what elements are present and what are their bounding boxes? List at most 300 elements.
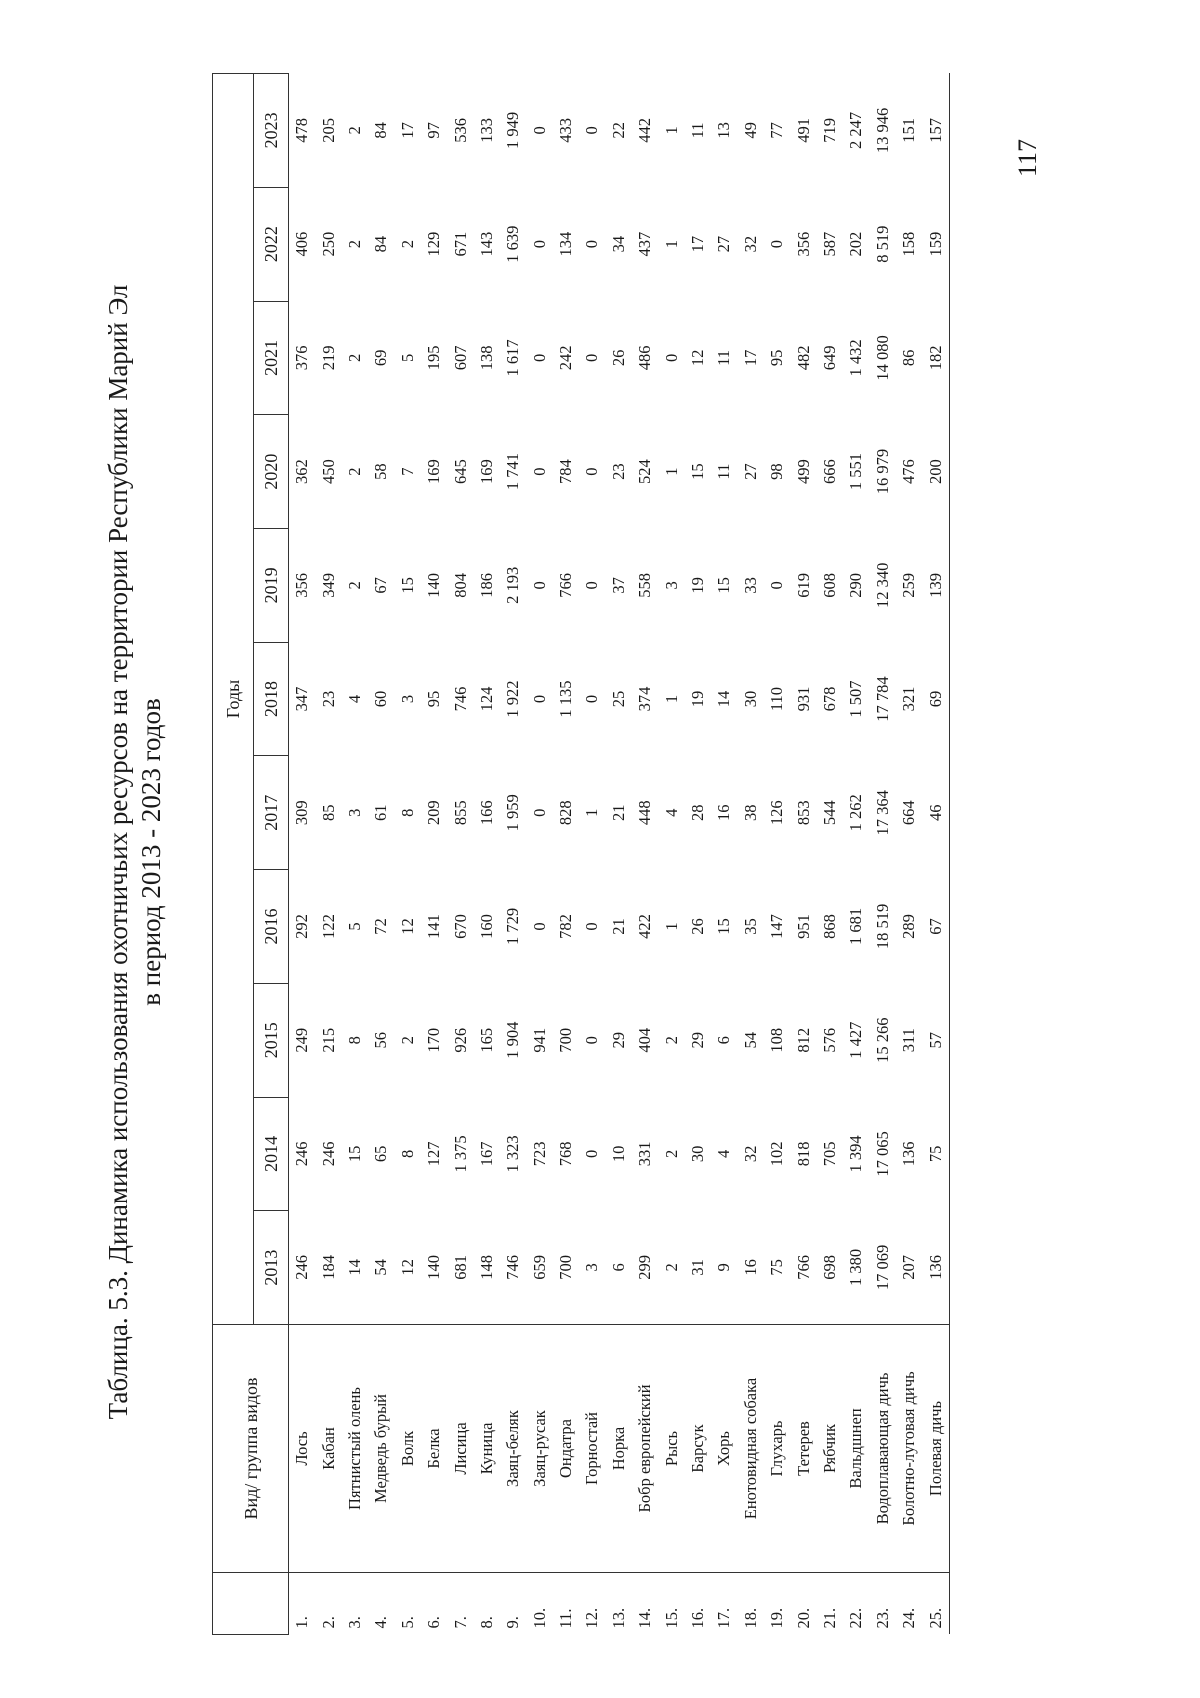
table-cell: 1 427	[846, 1021, 866, 1059]
table-cell: 249	[292, 1027, 312, 1053]
table-cell: 698	[820, 1255, 839, 1280]
table-cell: 17	[740, 349, 760, 367]
table-cell: 136	[922, 1211, 949, 1325]
table-row	[764, 74, 790, 1635]
table-cell: 250	[318, 231, 338, 257]
table-cell: 19	[688, 690, 708, 708]
table-row	[685, 74, 711, 1635]
table-cell: 157	[922, 74, 949, 188]
year-header: 2022	[254, 187, 289, 301]
table-cell: 13	[714, 122, 734, 139]
table-cell: 666	[820, 459, 839, 484]
table-row	[738, 74, 764, 1635]
row-number: 25.	[922, 1573, 949, 1635]
table-cell: 818	[793, 1141, 813, 1167]
table-cell: 1 681	[846, 907, 866, 946]
table-cell: 67	[371, 577, 391, 594]
table-cell: 21	[608, 804, 628, 822]
table-cell: 587	[820, 231, 839, 257]
table-cell: 491	[793, 118, 813, 143]
table-cell: 75	[922, 1097, 949, 1211]
table-cell: 2	[344, 581, 364, 590]
table-cell: 140	[424, 572, 444, 598]
table-cell: 15 266	[872, 1017, 892, 1063]
table-cell: 347	[292, 686, 312, 712]
table-cell: 9	[714, 1263, 734, 1272]
table-cell: 951	[793, 914, 813, 939]
table-cell: 5	[344, 922, 364, 931]
table-cell: 1 323	[503, 1135, 523, 1173]
table-cell: 931	[793, 686, 813, 712]
table-cell: 14	[344, 1259, 364, 1276]
table-cell: 110	[767, 686, 787, 712]
table-cell: 182	[922, 301, 949, 415]
table-cell: 69	[922, 642, 949, 756]
table-cell: 148	[476, 1255, 496, 1280]
table-cell: 671	[450, 231, 470, 257]
table-cell: 33	[740, 577, 760, 594]
table-row	[817, 74, 843, 1635]
table-cell: 6	[714, 1036, 734, 1045]
table-cell: 138	[476, 345, 496, 371]
table-row	[870, 74, 896, 1635]
table-cell: 1 639	[503, 225, 523, 263]
species-name: Норка	[606, 1325, 632, 1573]
table-cell: 356	[292, 572, 312, 598]
table-cell: 448	[635, 800, 655, 826]
table-cell: 289	[899, 914, 919, 939]
table-cell: 450	[318, 459, 338, 484]
table-header	[213, 74, 289, 1635]
table-cell: 126	[767, 800, 787, 826]
table-cell: 72	[371, 918, 391, 935]
table-cell: 23	[318, 690, 338, 708]
table-cell: 17 784	[872, 676, 892, 722]
table-cell: 170	[424, 1027, 444, 1053]
table-cell: 1 432	[846, 339, 866, 377]
table-cell: 10	[608, 1145, 628, 1163]
table-row	[658, 74, 684, 1635]
table-cell: 160	[476, 914, 496, 939]
year-header: 2018	[254, 642, 289, 756]
table-cell: 782	[556, 914, 576, 939]
table-cell: 4	[661, 808, 681, 817]
species-name: Лисица	[447, 1325, 473, 1573]
species-name: Горностай	[579, 1325, 605, 1573]
row-number: 7.	[447, 1573, 473, 1635]
year-header: 2017	[254, 756, 289, 870]
table-cell: 209	[424, 800, 444, 826]
table-row	[790, 74, 816, 1635]
row-number: 17.	[711, 1573, 737, 1635]
row-number: 1.	[289, 1573, 316, 1635]
table-cell: 433	[556, 118, 576, 143]
table-row	[922, 74, 949, 1635]
caption-line-1: Таблица. 5.3. Динамика использования охотничьих ресурсов на территории Республики Марий Эл	[103, 284, 133, 1420]
table-cell: 723	[529, 1141, 549, 1167]
species-name: Заяц-русак	[527, 1325, 553, 1573]
table-cell: 422	[635, 914, 655, 939]
row-number: 9.	[500, 1573, 526, 1635]
table-cell: 151	[899, 118, 919, 143]
table-cell: 124	[476, 686, 496, 712]
table-cell: 29	[688, 1031, 708, 1049]
table-cell: 828	[556, 800, 576, 826]
table-cell: 37	[608, 577, 628, 594]
table-cell: 0	[529, 922, 549, 931]
table-cell: 0	[582, 240, 602, 249]
table-cell: 356	[793, 231, 813, 257]
species-name: Волк	[395, 1325, 421, 1573]
table-cell: 1 551	[846, 453, 866, 491]
species-name: Полевая дичь	[922, 1325, 949, 1573]
table-cell: 11	[688, 122, 708, 139]
table-cell: 8	[344, 1036, 364, 1045]
table-cell: 16	[740, 1259, 760, 1276]
table-cell: 0	[582, 581, 602, 590]
table-cell: 482	[793, 345, 813, 371]
table-cell: 31	[688, 1259, 708, 1276]
row-number: 6.	[421, 1573, 447, 1635]
table-cell: 77	[767, 122, 787, 139]
table-cell: 311	[899, 1028, 919, 1053]
table-cell: 1 135	[556, 680, 576, 718]
table-cell: 246	[292, 1255, 312, 1280]
row-number: 22.	[843, 1573, 869, 1635]
species-name: Медведь бурый	[368, 1325, 394, 1573]
species-name: Лось	[289, 1325, 316, 1573]
row-number: 19.	[764, 1573, 790, 1635]
table-cell: 140	[424, 1255, 444, 1280]
year-header: 2015	[254, 983, 289, 1097]
table-cell: 15	[397, 577, 417, 594]
table-cell: 0	[582, 467, 602, 476]
table-cell: 700	[556, 1027, 576, 1053]
row-number: 11.	[553, 1573, 579, 1635]
row-number: 13.	[606, 1573, 632, 1635]
table-row	[527, 74, 553, 1635]
table-cell: 681	[450, 1255, 470, 1280]
year-header: 2016	[254, 870, 289, 984]
table-cell: 167	[476, 1141, 496, 1167]
table-cell: 678	[820, 686, 839, 712]
species-name: Бобр европейский	[632, 1325, 658, 1573]
table-cell: 133	[476, 118, 496, 143]
row-number: 12.	[579, 1573, 605, 1635]
table-cell: 536	[450, 118, 470, 143]
table-cell: 404	[635, 1027, 655, 1053]
table-cell: 0	[529, 353, 549, 363]
table-cell: 46	[922, 756, 949, 870]
table-caption	[102, 27, 168, 1677]
table-cell: 158	[899, 231, 919, 257]
table-cell: 26	[608, 349, 628, 367]
species-name: Енотовидная собака	[738, 1325, 764, 1573]
year-header: 2020	[254, 415, 289, 529]
table-cell: 784	[556, 459, 576, 484]
table-cell: 812	[793, 1027, 813, 1053]
table-cell: 57	[922, 983, 949, 1097]
table-cell: 1	[661, 694, 681, 704]
table-cell: 1	[661, 467, 681, 476]
table-cell: 186	[476, 572, 496, 598]
table-cell: 576	[820, 1027, 839, 1053]
table-cell: 16 979	[872, 448, 892, 495]
table-cell: 58	[371, 463, 391, 480]
table-cell: 143	[476, 231, 496, 257]
row-number-header	[213, 1573, 289, 1635]
table-cell: 139	[922, 528, 949, 642]
row-number: 21.	[817, 1573, 843, 1635]
table-row	[395, 74, 421, 1635]
table-cell: 349	[318, 572, 338, 598]
table-cell: 5	[397, 353, 417, 363]
table-cell: 309	[292, 800, 312, 826]
species-name: Тетерев	[790, 1325, 816, 1573]
table-cell: 0	[529, 240, 549, 249]
table-cell: 700	[556, 1255, 576, 1280]
table-cell: 202	[846, 231, 866, 257]
table-cell: 0	[582, 1036, 602, 1045]
table-cell: 746	[503, 1255, 523, 1280]
table-cell: 19	[688, 577, 708, 594]
table-body	[289, 74, 950, 1635]
table-cell: 853	[793, 800, 813, 826]
table-cell: 768	[556, 1141, 576, 1167]
table-cell: 1 922	[503, 680, 523, 718]
table-cell: 65	[371, 1145, 391, 1163]
table-cell: 169	[476, 459, 496, 484]
table-cell: 30	[740, 690, 760, 708]
species-name: Ондатра	[553, 1325, 579, 1573]
table-cell: 321	[899, 686, 919, 712]
species-name: Барсук	[685, 1325, 711, 1573]
table-cell: 0	[582, 922, 602, 931]
table-row	[606, 74, 632, 1635]
table-cell: 766	[556, 572, 576, 598]
table-cell: 290	[846, 572, 866, 598]
table-cell: 1	[582, 808, 602, 817]
table-row	[553, 74, 579, 1635]
table-cell: 719	[820, 118, 839, 143]
table-cell: 3	[661, 581, 681, 590]
table-cell: 27	[740, 463, 760, 480]
table-row	[368, 74, 394, 1635]
table-cell: 32	[740, 1145, 760, 1163]
table-cell: 219	[318, 345, 338, 371]
table-cell: 1 380	[846, 1248, 866, 1286]
caption-line-2: в период 2013 - 2023 годов	[136, 698, 166, 1006]
table-cell: 134	[556, 231, 576, 257]
table-cell: 12	[397, 918, 417, 935]
table-cell: 0	[582, 1149, 602, 1159]
table-cell: 607	[450, 345, 470, 371]
table-cell: 14	[714, 690, 734, 708]
table-cell: 1 949	[503, 111, 523, 149]
table-row	[711, 74, 737, 1635]
table-cell: 0	[582, 694, 602, 704]
table-cell: 2	[397, 1036, 417, 1045]
table-row	[421, 74, 447, 1635]
table-cell: 169	[424, 459, 444, 484]
table-cell: 0	[661, 353, 681, 363]
table-cell: 16	[714, 804, 734, 822]
species-name: Рябчик	[817, 1325, 843, 1573]
table-cell: 299	[635, 1255, 655, 1280]
table-cell: 12 340	[872, 562, 892, 609]
row-number: 23.	[870, 1573, 896, 1635]
table-cell: 331	[635, 1141, 655, 1167]
table-cell: 476	[899, 459, 919, 484]
table-cell: 15	[344, 1145, 364, 1163]
table-cell: 54	[371, 1259, 391, 1276]
table-cell: 259	[899, 572, 919, 598]
species-name: Глухарь	[764, 1325, 790, 1573]
table-cell: 2	[661, 1149, 681, 1159]
species-name: Белка	[421, 1325, 447, 1573]
table-cell: 15	[714, 577, 734, 594]
table-cell: 2	[344, 467, 364, 476]
table-cell: 136	[899, 1141, 919, 1167]
species-name: Пятнистый олень	[342, 1325, 368, 1573]
table-cell: 6	[608, 1263, 628, 1272]
table-cell: 442	[635, 118, 655, 143]
species-header: Вид/ группа видов	[213, 1325, 289, 1573]
table-cell: 159	[922, 187, 949, 301]
species-name: Заяц-беляк	[500, 1325, 526, 1573]
table-cell: 18 519	[872, 903, 892, 950]
row-number: 16.	[685, 1573, 711, 1635]
table-cell: 374	[635, 686, 655, 712]
species-name: Водоплавающая дичь	[870, 1325, 896, 1573]
table-cell: 2	[344, 240, 364, 249]
table-cell: 11	[714, 463, 734, 480]
table-cell: 1	[661, 240, 681, 249]
row-number: 5.	[395, 1573, 421, 1635]
table-cell: 60	[371, 690, 391, 708]
table-cell: 108	[767, 1027, 787, 1053]
table-cell: 868	[820, 914, 839, 939]
table-cell: 0	[582, 353, 602, 363]
row-number: 2.	[315, 1573, 341, 1635]
table-row	[474, 74, 500, 1635]
table-cell: 195	[424, 345, 444, 371]
table-cell: 4	[714, 1149, 734, 1159]
table-cell: 0	[529, 467, 549, 476]
table-cell: 1 729	[503, 907, 523, 946]
table-cell: 1 262	[846, 794, 866, 832]
table-row	[447, 74, 473, 1635]
table-cell: 3	[397, 694, 417, 704]
table-cell: 1 741	[503, 453, 523, 491]
table-cell: 56	[371, 1031, 391, 1049]
table-cell: 705	[820, 1141, 839, 1167]
row-number: 18.	[738, 1573, 764, 1635]
table-cell: 746	[450, 686, 470, 712]
table-cell: 13 946	[872, 107, 892, 154]
table-cell: 17	[397, 122, 417, 139]
table-cell: 1 617	[503, 339, 523, 377]
table-cell: 84	[371, 235, 391, 253]
table-cell: 0	[529, 694, 549, 704]
table-cell: 75	[767, 1259, 787, 1276]
table-cell: 7	[397, 467, 417, 476]
table-cell: 28	[688, 804, 708, 822]
table-cell: 32	[740, 235, 760, 253]
species-name: Куница	[474, 1325, 500, 1573]
table-cell: 8	[397, 808, 417, 817]
table-cell: 8 519	[872, 225, 892, 263]
table-cell: 499	[793, 459, 813, 484]
table-cell: 23	[608, 463, 628, 480]
row-number: 14.	[632, 1573, 658, 1635]
row-number: 15.	[658, 1573, 684, 1635]
table-cell: 1 394	[846, 1135, 866, 1173]
table-cell: 292	[292, 914, 312, 939]
table-cell: 855	[450, 800, 470, 826]
table-cell: 649	[820, 345, 839, 371]
table-cell: 102	[767, 1141, 787, 1167]
table-cell: 2 247	[846, 111, 866, 149]
table-cell: 141	[424, 914, 444, 939]
table-cell: 4	[344, 694, 364, 704]
species-name: Кабан	[315, 1325, 341, 1573]
row-number: 4.	[368, 1573, 394, 1635]
year-header: 2014	[254, 1097, 289, 1211]
table-cell: 0	[529, 808, 549, 817]
table-cell: 27	[714, 235, 734, 253]
table-cell: 67	[922, 870, 949, 984]
table-cell: 17 065	[872, 1131, 892, 1177]
table-cell: 2	[397, 240, 417, 249]
table-cell: 122	[318, 914, 338, 939]
table-cell: 26	[688, 918, 708, 935]
table-cell: 1	[661, 126, 681, 135]
table-cell: 205	[318, 118, 338, 143]
table-cell: 207	[899, 1255, 919, 1280]
table-cell: 524	[635, 459, 655, 484]
species-name: Рысь	[658, 1325, 684, 1573]
table-cell: 12	[688, 349, 708, 367]
table-row	[289, 74, 316, 1635]
table-row	[843, 74, 869, 1635]
table-row	[579, 74, 605, 1635]
table-cell: 0	[767, 581, 787, 590]
table-cell: 97	[424, 122, 444, 139]
table-cell: 17 069	[872, 1244, 892, 1291]
table-cell: 766	[793, 1255, 813, 1280]
table-cell: 2	[661, 1263, 681, 1272]
table-cell: 0	[529, 581, 549, 590]
year-header: 2023	[254, 74, 289, 188]
table-cell: 0	[767, 240, 787, 249]
table-cell: 242	[556, 345, 576, 371]
table-cell: 246	[318, 1141, 338, 1167]
table-cell: 34	[608, 235, 628, 253]
table-cell: 659	[529, 1255, 549, 1280]
table-cell: 1 959	[503, 794, 523, 832]
table-cell: 21	[608, 918, 628, 935]
table-cell: 406	[292, 231, 312, 257]
table-cell: 12	[397, 1259, 417, 1276]
year-header: 2013	[254, 1211, 289, 1325]
table-cell: 1 904	[503, 1021, 523, 1059]
row-number: 3.	[342, 1573, 368, 1635]
table-cell: 85	[318, 804, 338, 822]
table-cell: 376	[292, 345, 312, 371]
year-header: 2021	[254, 301, 289, 415]
table-cell: 1 507	[846, 680, 866, 718]
